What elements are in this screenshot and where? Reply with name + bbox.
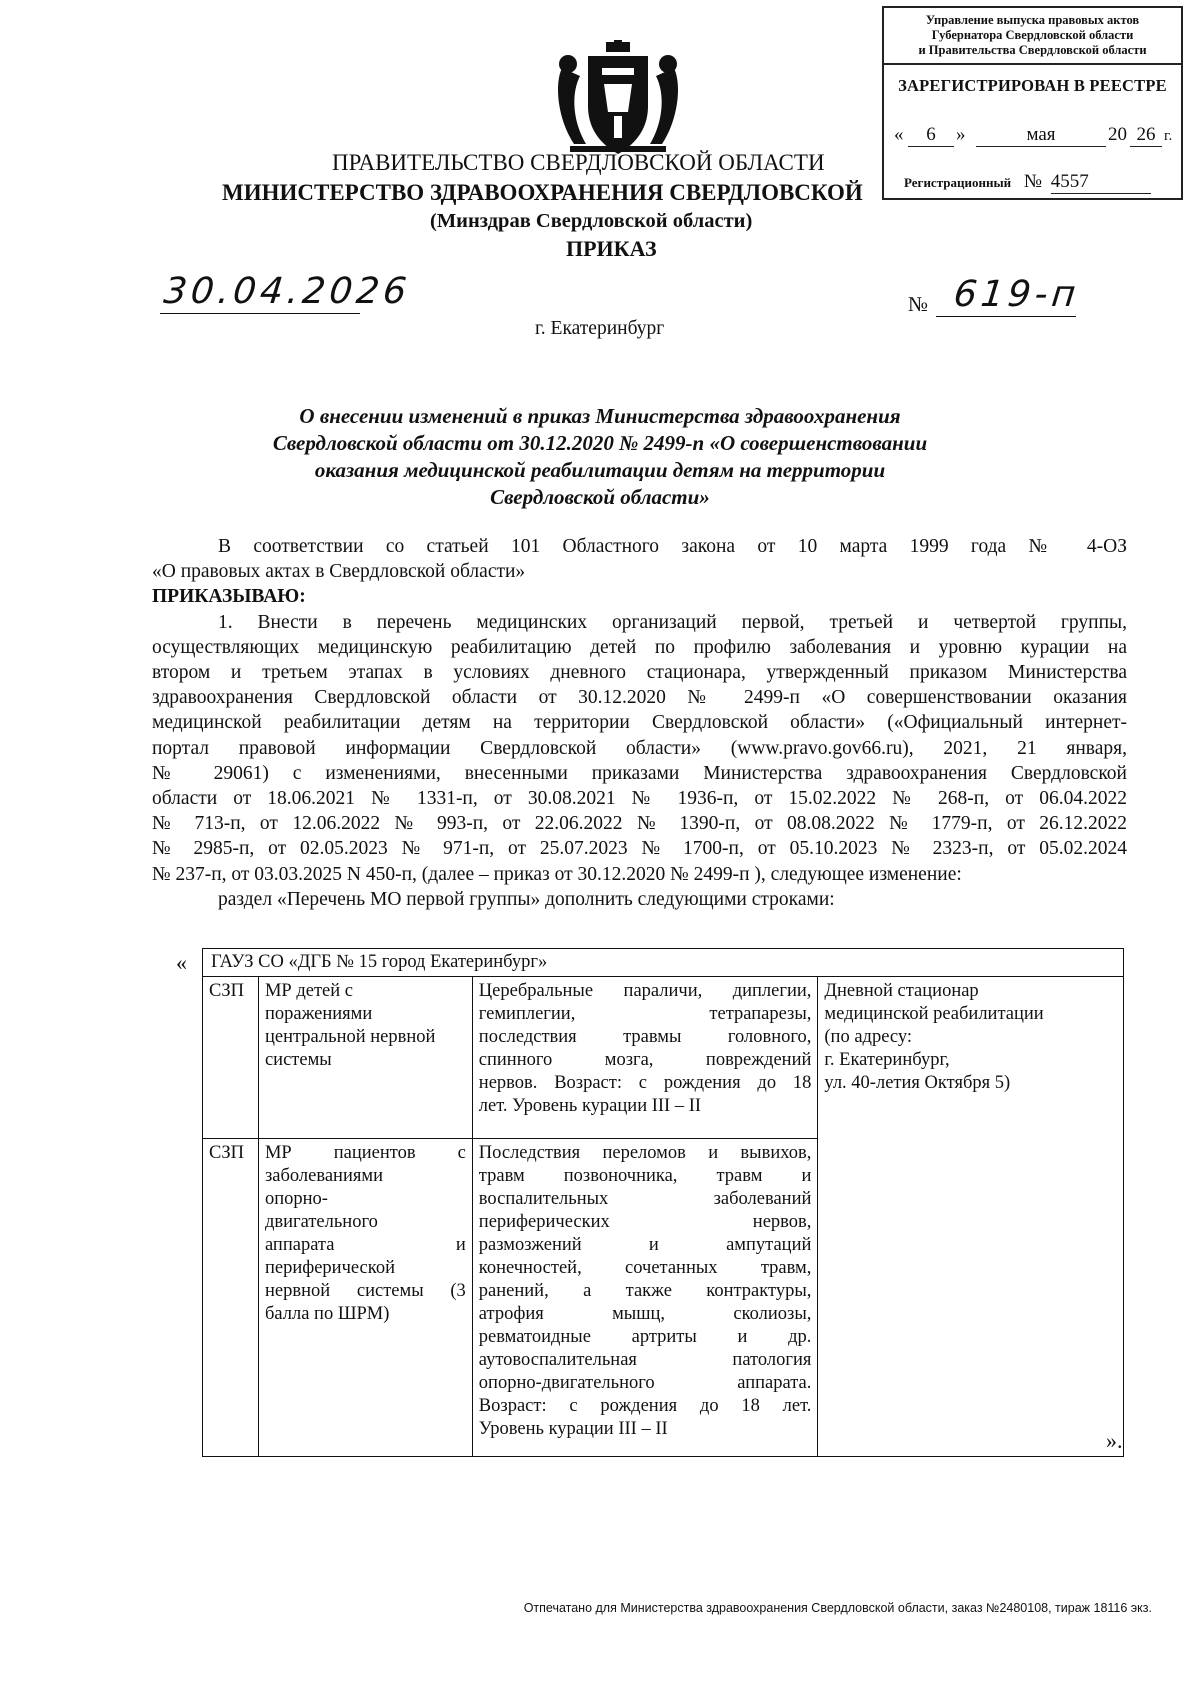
profile-line: МР детей с (264, 981, 353, 1001)
paragraph-line: портал правовой информации Свердловской области» (www.pravo.gov66.ru), 2021, 21 января, (152, 737, 1127, 759)
table-cell-code: СЗП (203, 1139, 259, 1457)
place-line: (по адресу: (824, 1027, 912, 1047)
order-title-line: Свердловской области» (490, 485, 710, 509)
print-footer: Отпечатано для Министерства здравоохранения Свердловской области, заказ №2480108, тираж 18116 экз. (523, 1601, 1152, 1615)
stamp-registered-text: ЗАРЕГИСТРИРОВАН В РЕЕСТРЕ (898, 76, 1167, 95)
order-date-handwritten: 30.04.2026 (161, 271, 413, 312)
order-number-underline (936, 316, 1076, 317)
stamp-year-prefix: 20 (1108, 124, 1127, 145)
stamp-day: 6 (908, 124, 954, 147)
diagnosis-line: атрофия мышц, сколиозы, (478, 1304, 812, 1324)
table-cell-place (818, 977, 1124, 1457)
diagnosis-line: гемиплегии, тетрапарезы, (478, 1004, 812, 1024)
order-title-line: О внесении изменений в приказ Министерства здравоохранения (299, 404, 901, 428)
paragraph-line: области от 18.06.2021 № 1331-п, от 30.08.2021 № 1936-п, от 15.02.2022 № 268-п, от 06.04.2022 (152, 788, 1127, 810)
place-line: ул. 40-летия Октября 5) (824, 1073, 1011, 1093)
order-title-line: Свердловской области от 30.12.2020 № 2499-п «О совершенствовании (272, 431, 928, 455)
table-cell-profile (258, 1139, 472, 1457)
stamp-reg-label: Регистрационный (904, 175, 1012, 190)
order-number-handwritten: 619-п (951, 274, 1082, 315)
diagnosis-line: периферических нервов, (478, 1212, 812, 1232)
diagnosis-line: лет. Уровень курации III – II (478, 1096, 702, 1116)
stamp-date (894, 124, 1178, 150)
document-type: ПРИКАЗ (566, 236, 657, 261)
registration-stamp (882, 6, 1183, 200)
diagnosis-line: опорно-двигательного аппарата. (478, 1373, 812, 1393)
profile-line: поражениями (264, 1004, 373, 1024)
table-cell-code: СЗП (203, 977, 259, 1139)
paragraph-line: № 713-п, от 12.06.2022 № 993-п, от 22.06.2022 № 1390-п, от 08.08.2022 № 1779-п, от 26.12.2022 (152, 813, 1127, 835)
paragraph-line: № 237-п, от 03.03.2025 N 450-п, (далее – приказ от 30.12.2020 № 2499-п ), следующее изменение: (152, 863, 962, 885)
profile-line: системы (264, 1050, 332, 1070)
intro-line: «О правовых актах в Свердловской области» (152, 561, 526, 583)
stamp-header (884, 8, 1181, 65)
table-open-quote: « (176, 950, 187, 975)
stamp-header-line: и Правительства Свердловской области (918, 43, 1147, 57)
intro-line: В соответствии со статьей 101 Областного закона от 10 марта 1999 года № 4-ОЗ (218, 536, 1127, 557)
diagnosis-line: последствия травмы головного, (478, 1027, 812, 1047)
paragraph-line: втором и третьем этапах в условиях дневного стационара, утвержденный приказом Министерства (152, 662, 1127, 684)
place-line: г. Екатеринбург, (824, 1050, 950, 1070)
stamp-header-line: Губернатора Свердловской области (931, 28, 1134, 42)
diagnosis-line: спинного мозга, повреждений (478, 1050, 812, 1070)
diagnosis-line: размозжений и ампутаций (478, 1235, 812, 1255)
paragraph-line: 1. Внести в перечень медицинских организаций первой, третьей и четвертой группы, (218, 611, 1127, 633)
profile-line: аппарата и (264, 1235, 466, 1255)
order-date (160, 271, 413, 313)
order-number (908, 274, 1083, 322)
profile-line: опорно- (264, 1189, 328, 1209)
paragraph-line: осуществляющих медицинскую реабилитацию детей по профилю заболевания и уровню курации на (152, 636, 1127, 658)
government-title: ПРАВИТЕЛЬСТВО СВЕРДЛОВСКОЙ ОБЛАСТИ (332, 150, 825, 175)
diagnosis-line: ранений, а также контрактуры, (478, 1281, 812, 1301)
ministry-short-name: (Минздрав Свердловской области) (430, 210, 753, 232)
order-date-underline (160, 313, 360, 314)
stamp-month: мая (976, 124, 1106, 147)
table-cell-diagnosis (472, 1139, 818, 1457)
profile-line: МР пациентов с (264, 1143, 466, 1163)
stamp-quote-open: « (894, 124, 904, 145)
coat-of-arms-icon (552, 40, 684, 160)
diagnosis-line: конечностей, сочетанных травм, (478, 1258, 812, 1278)
order-body (152, 534, 1127, 912)
section-line: раздел «Перечень МО первой группы» дополнить следующими строками: (218, 888, 835, 910)
profile-line: балла по ШРМ) (264, 1304, 390, 1324)
profile-line: двигательного (264, 1212, 378, 1232)
order-title-line: оказания медицинской реабилитации детям на территории (314, 458, 886, 482)
table-close-quote: ». (1106, 1428, 1123, 1453)
city: г. Екатеринбург (535, 318, 665, 339)
table-cell-profile (258, 977, 472, 1139)
paragraph-line: здравоохранения Свердловской области от 30.12.2020 № 2499-п «О совершенствовании оказания (152, 687, 1127, 709)
stamp-reg-value: 4557 (1051, 171, 1151, 194)
stamp-num-sign: № (1023, 171, 1042, 192)
diagnosis-line: Возраст: с рождения до 18 лет. (478, 1396, 812, 1416)
profile-line: центральной нервной (264, 1027, 436, 1047)
diagnosis-line: Последствия переломов и вывихов, (478, 1143, 812, 1163)
table-cell-diagnosis (472, 977, 818, 1139)
diagnosis-line: нервов. Возраст: с рождения до 18 (478, 1073, 812, 1093)
ministry-title: МИНИСТЕРСТВО ЗДРАВООХРАНЕНИЯ СВЕРДЛОВСКОЙ (222, 180, 863, 205)
table-org-row (203, 949, 1124, 977)
diagnosis-line: Церебральные параличи, диплегии, (478, 981, 812, 1001)
profile-line: периферической (264, 1258, 395, 1278)
profile-line: нервной системы (3 (264, 1281, 466, 1301)
diagnosis-line: аутовоспалительная патология (478, 1350, 812, 1370)
organizations-table (202, 948, 1124, 1457)
profile-line: заболеваниями (264, 1166, 383, 1186)
diagnosis-line: воспалительных заболеваний (478, 1189, 812, 1209)
stamp-header-line: Управление выпуска правовых актов (925, 13, 1140, 27)
place-line: медицинской реабилитации (824, 1004, 1044, 1024)
paragraph-line: медицинской реабилитации детям на территории Свердловской области» («Официальный интернет- (152, 712, 1127, 734)
table-row (203, 977, 1124, 1139)
table-org-name: ГАУЗ СО «ДГБ № 15 город Екатеринбург» (203, 949, 1124, 977)
stamp-quote-close: » (956, 124, 966, 145)
paragraph-line: № 29061) с изменениями, внесенными приказами Министерства здравоохранения Свердловской (152, 762, 1127, 784)
diagnosis-line: травм позвоночника, травм и (478, 1166, 812, 1186)
stamp-year-g: г. (1164, 128, 1173, 144)
paragraph-line: № 2985-п, от 02.05.2023 № 971-п, от 25.07.2023 № 1700-п, от 05.10.2023 № 2323-п, от 05.02.2024 (152, 838, 1127, 860)
place-line: Дневной стационар (824, 981, 979, 1001)
order-number-sign: № (908, 292, 929, 316)
stamp-reg-number (904, 171, 1151, 194)
stamp-year-suffix: 26 (1130, 124, 1162, 147)
order-title (170, 403, 1030, 511)
order-word: ПРИКАЗЫВАЮ: (152, 586, 306, 608)
diagnosis-line: Уровень курации III – II (478, 1419, 668, 1439)
diagnosis-line: ревматоидные артриты и др. (478, 1327, 812, 1347)
